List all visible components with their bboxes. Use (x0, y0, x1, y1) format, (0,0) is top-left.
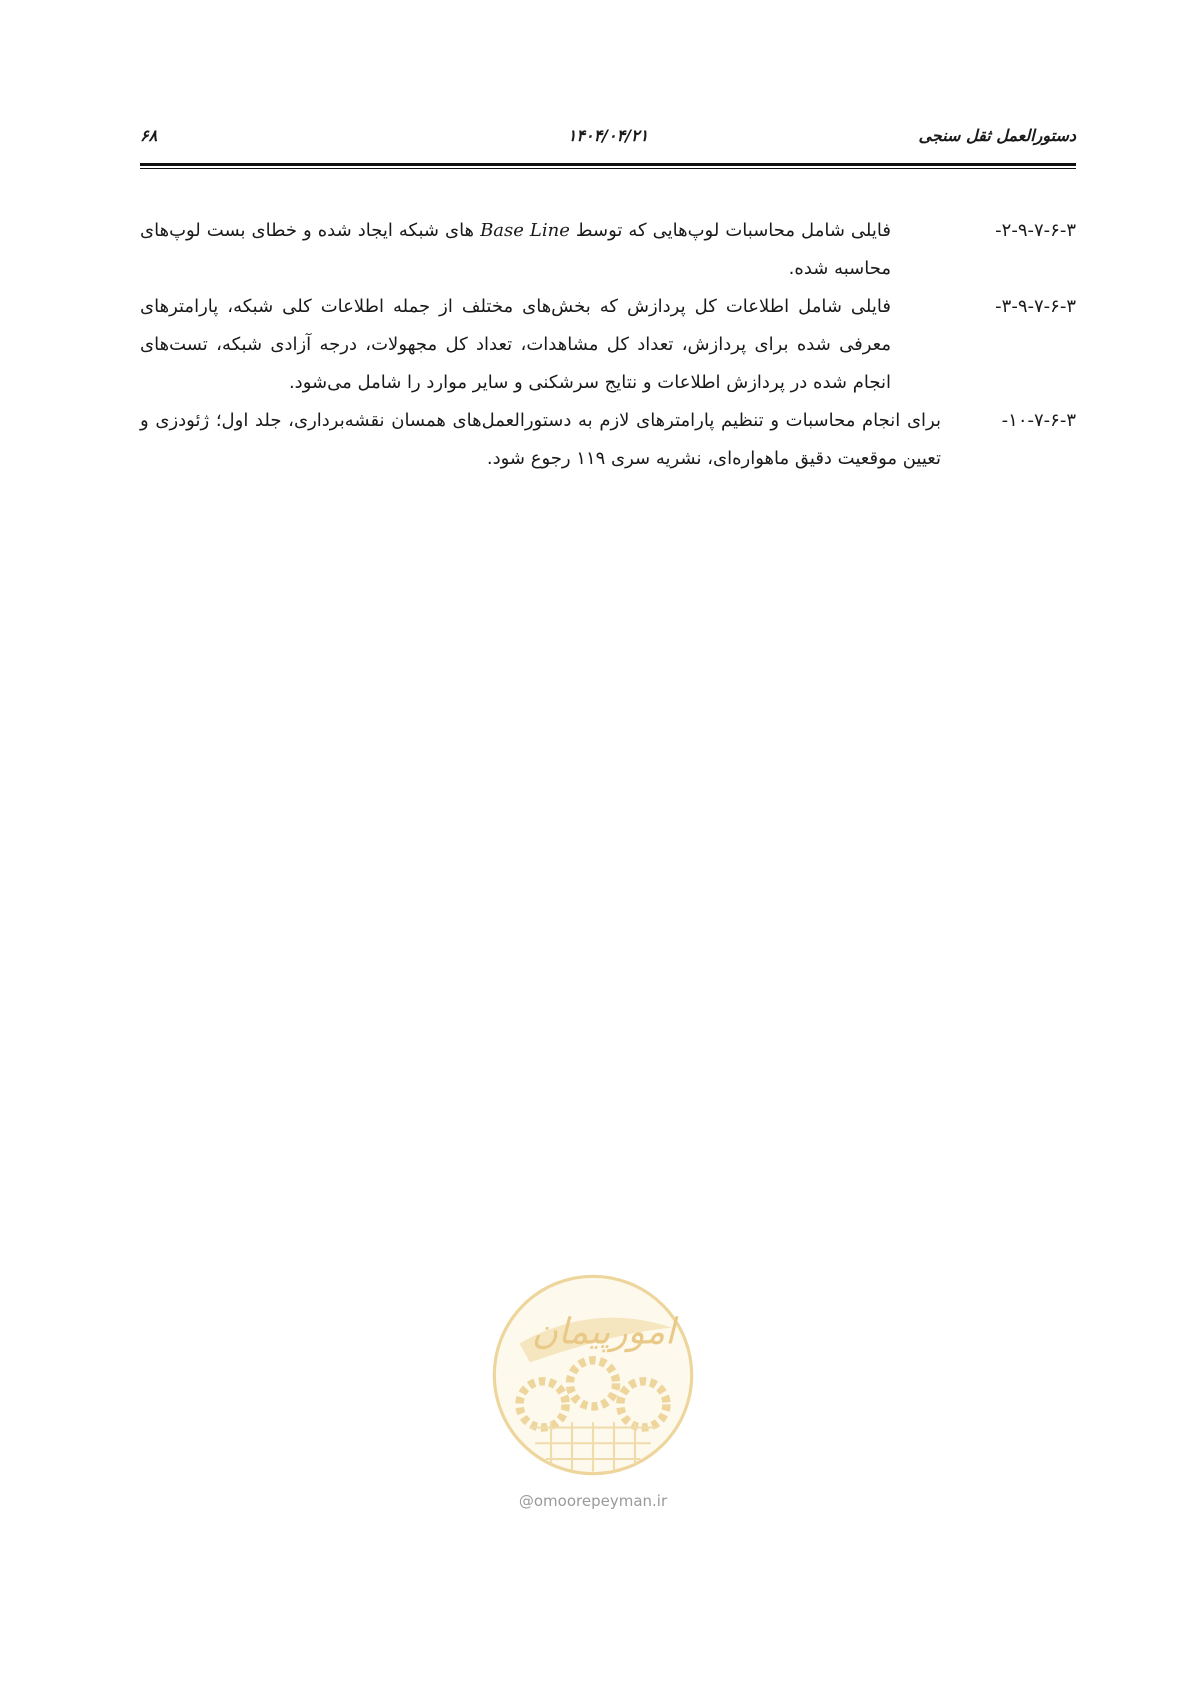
item-latin-term: Base Line (480, 220, 570, 241)
item-number: ۱۰-۷-۶-۳- (1001, 410, 1076, 431)
item-number: ۲-۹-۷-۶-۳- (995, 220, 1076, 241)
item-text: برای انجام محاسبات و تنظیم پارامترهای لازم به دستورالعمل‌های همسان نقشه‌برداری، جلد اول؛ ژئودزی و تعیین موقعیت دقیق ماهواره‌ای، نشریه سری ۱۱۹ رجوع شود. (140, 410, 941, 469)
list-item (140, 288, 1076, 402)
header-date: ۱۴۰۴/۰۴/۲۱ (567, 126, 649, 145)
header-rule-thin (140, 168, 1076, 169)
document-body (140, 212, 1076, 478)
watermark-caption: @omoorepeyman.ir (518, 1492, 668, 1510)
item-text-part: های شبکه ایجاد شده و خطای بست لوپ‌های محاسبه شده. (140, 220, 891, 279)
item-number: ۳-۹-۷-۶-۳- (995, 296, 1076, 317)
list-item (140, 212, 1076, 288)
header-rule-thick (140, 163, 1076, 166)
list-item (140, 402, 1076, 478)
page-number: ۶۸ (140, 126, 158, 145)
item-text-part: فایلی شامل محاسبات لوپ‌هایی که توسط (575, 220, 891, 241)
page-header (140, 126, 1076, 158)
watermark-logo-text: امورپیمان (531, 1311, 676, 1353)
document-title: دستورالعمل ثقل سنجی (918, 126, 1076, 145)
item-text: فایلی شامل اطلاعات کل پردازش که بخش‌های مختلف از جمله اطلاعات کلی شبکه، پارامترهای معرفی شده برای پردازش، تعداد کل مشاهدات، تعداد کل مجهولات، درجه آزادی شبکه، تست‌های انجام شده در پردازش اطلاعات و نتایج سرشکنی و سایر موارد را شامل می‌شود. (140, 296, 891, 393)
item-text (140, 212, 891, 288)
watermark-logo (488, 1270, 698, 1480)
